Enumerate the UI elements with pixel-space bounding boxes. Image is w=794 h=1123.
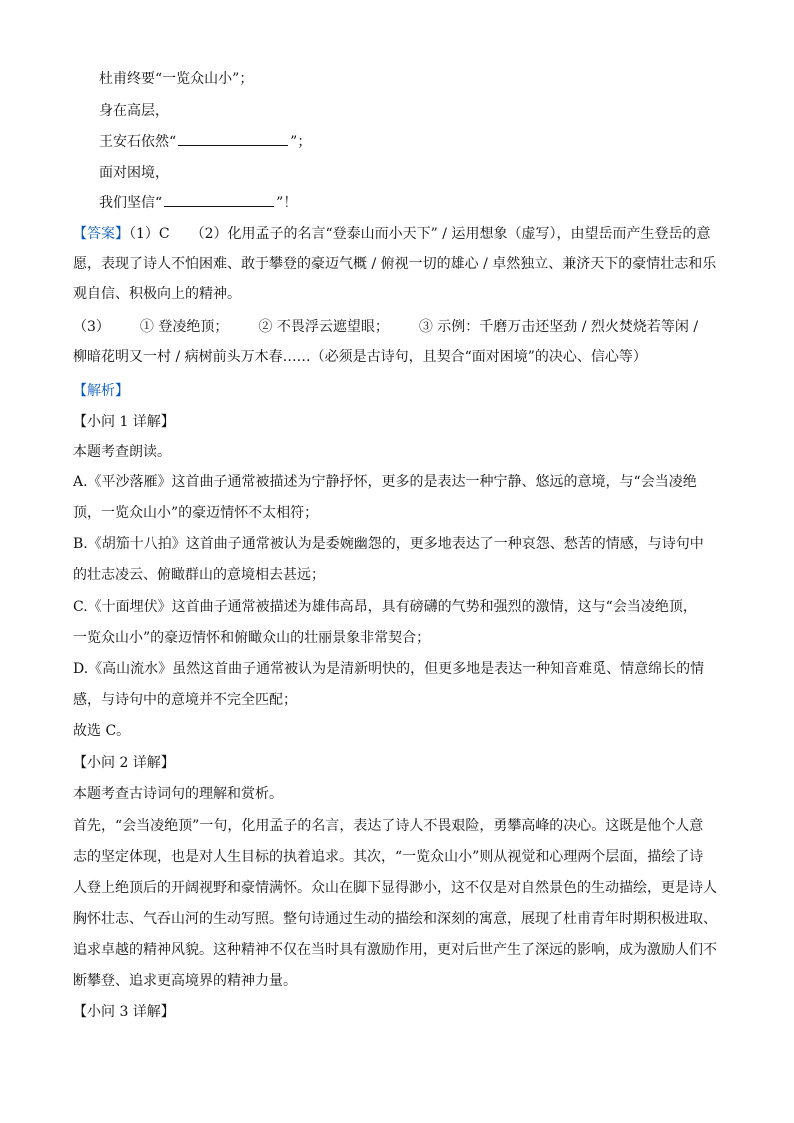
poem-line-5 <box>99 193 749 213</box>
analysis-label: 【解析】 <box>73 383 129 399</box>
q1-option-a-text-1: A.《平沙落雁》这首曲子通常被描述为宁静抒怀，更多的是表达一种宁静、悠远的意境，与“会当凌绝 <box>73 474 697 490</box>
q1-option-c-line-2 <box>73 628 723 648</box>
q3-header-text: 【小问 3 详解】 <box>73 1004 175 1020</box>
q2-paragraph-text-2: 志的坚定体现，也是对人生目标的执着追求。其次，“一览众山小”则从视觉和心理两个层面，描绘了诗 <box>73 849 704 865</box>
q2-paragraph-text-3: 人登上绝顶后的开阔视野和豪情满怀。众山在脚下显得渺小，这不仅是对自然景色的生动描绘，更是诗人 <box>73 880 717 896</box>
q1-option-c-line-1 <box>73 597 723 617</box>
q1-header <box>73 412 723 432</box>
q1-option-b-text-2: 的壮志凌云、俯瞰群山的意境相去甚远； <box>73 567 325 583</box>
poem-line-3-before: 王安石依然“ <box>99 134 177 150</box>
poem-line-5-before: 我们坚信“ <box>99 195 163 211</box>
q1-intro <box>73 442 723 462</box>
answer-line-3 <box>73 284 723 304</box>
answer-blank-2 <box>164 193 274 207</box>
q1-option-b-text-1: B.《胡笳十八拍》这首曲子通常被认为是委婉幽怨的，更多地表达了一种哀怨、愁苦的情感，与诗句中 <box>73 536 704 552</box>
q1-option-a-line-1 <box>73 472 723 492</box>
q1-option-d-line-1 <box>73 659 723 679</box>
q1-option-a-text-2: 顶，一览众山小”的豪迈情怀不太相符； <box>73 505 319 521</box>
q1-option-d-text-1: D.《高山流水》虽然这首曲子通常被认为是清新明快的，但更多地是表达一种知音难觅、情意绵长的情 <box>73 661 705 677</box>
q2-paragraph-line-2 <box>73 847 723 867</box>
poem-line-1 <box>99 69 749 89</box>
poem-line-1-text: 杜甫终要“一览众山小”； <box>99 71 254 87</box>
q2-paragraph-line-5 <box>73 940 723 960</box>
answer-part3-item-1: ① 登凌绝顶； <box>139 319 229 335</box>
q2-paragraph-line-1 <box>73 816 723 836</box>
q2-paragraph-text-4: 胸怀壮志、气吞山河的生动写照。整句诗通过生动的描绘和深刻的寓意，展现了杜甫青年时期积极进取、 <box>73 911 717 927</box>
answer-blank-1 <box>178 132 288 146</box>
answer-part3-label: （3） <box>73 319 110 335</box>
q1-option-c-text-2: 一览众山小”的豪迈情怀和俯瞰众山的壮丽景象非常契合； <box>73 630 431 646</box>
q2-intro-text: 本题考查古诗词句的理解和赏析。 <box>73 786 283 802</box>
answer-line-2 <box>73 254 723 274</box>
poem-line-4 <box>99 163 749 183</box>
poem-line-2-text: 身在高层， <box>99 103 169 119</box>
q2-header-text: 【小问 2 详解】 <box>73 755 175 771</box>
q2-paragraph-text-6: 断攀登、追求更高境界的精神力量。 <box>73 973 297 989</box>
q1-option-a-line-2 <box>73 503 723 523</box>
poem-line-2 <box>99 101 749 121</box>
q2-paragraph-text-5: 追求卓越的精神风貌。这种精神不仅在当时具有激励作用，更对后世产生了深远的影响，成为激励人们不 <box>73 942 717 958</box>
answer-part3-line-2-text: 柳暗花明又一村 / 病树前头万木春……（必须是古诗句，且契合“面对困境”的决心、信心等） <box>73 349 647 365</box>
answer-line-3-text: 观自信、积极向上的精神。 <box>73 286 241 302</box>
q1-option-b-line-1 <box>73 534 723 554</box>
q1-option-d-line-2 <box>73 690 723 710</box>
q2-paragraph-line-4 <box>73 909 723 929</box>
answer-part3-line-1 <box>73 317 723 337</box>
answer-label: 【答案】 <box>73 226 129 242</box>
answer-line-1 <box>73 224 723 244</box>
poem-line-3-after: ”； <box>290 134 312 150</box>
answer-part3-item-3: ③ 示例：千磨万击还坚劲 / 烈火焚烧若等闲 / <box>418 319 699 335</box>
poem-line-5-after: ”！ <box>276 195 298 211</box>
q2-paragraph-line-6 <box>73 971 723 991</box>
q2-paragraph-text-1: 首先，“会当凌绝顶”一句，化用孟子的名言，表达了诗人不畏艰险，勇攀高峰的决心。这既是他个人意 <box>73 818 704 834</box>
answer-line-2-text: 愿，表现了诗人不怕困难、敢于攀登的豪迈气概 / 俯视一切的雄心 / 卓然独立、兼济天下的豪情壮志和乐 <box>73 256 717 272</box>
q3-header <box>73 1002 723 1022</box>
answer-line-1-text: （1）C （2）化用孟子的名言“登泰山而小天下” / 运用想象（虚写），由望岳而产生登岳的意 <box>129 226 711 242</box>
poem-line-4-text: 面对困境， <box>99 165 169 181</box>
q1-header-text: 【小问 1 详解】 <box>73 414 175 430</box>
q1-conclusion-text: 故选 C。 <box>73 723 131 739</box>
analysis-heading <box>73 381 723 401</box>
q1-conclusion <box>73 721 723 741</box>
answer-part3-line-2 <box>73 347 723 367</box>
q2-intro <box>73 784 723 804</box>
q1-intro-text: 本题考查朗读。 <box>73 444 171 460</box>
q2-paragraph-line-3 <box>73 878 723 898</box>
poem-line-3 <box>99 132 749 152</box>
q2-header <box>73 753 723 773</box>
answer-part3-item-2: ② 不畏浮云遮望眼； <box>258 319 389 335</box>
q1-option-b-line-2 <box>73 565 723 585</box>
q1-option-d-text-2: 感，与诗句中的意境并不完全匹配； <box>73 692 297 708</box>
q1-option-c-text-1: C.《十面埋伏》这首曲子通常被描述为雄伟高昂，具有磅礴的气势和强烈的激情，这与“会当凌绝顶， <box>73 599 697 615</box>
